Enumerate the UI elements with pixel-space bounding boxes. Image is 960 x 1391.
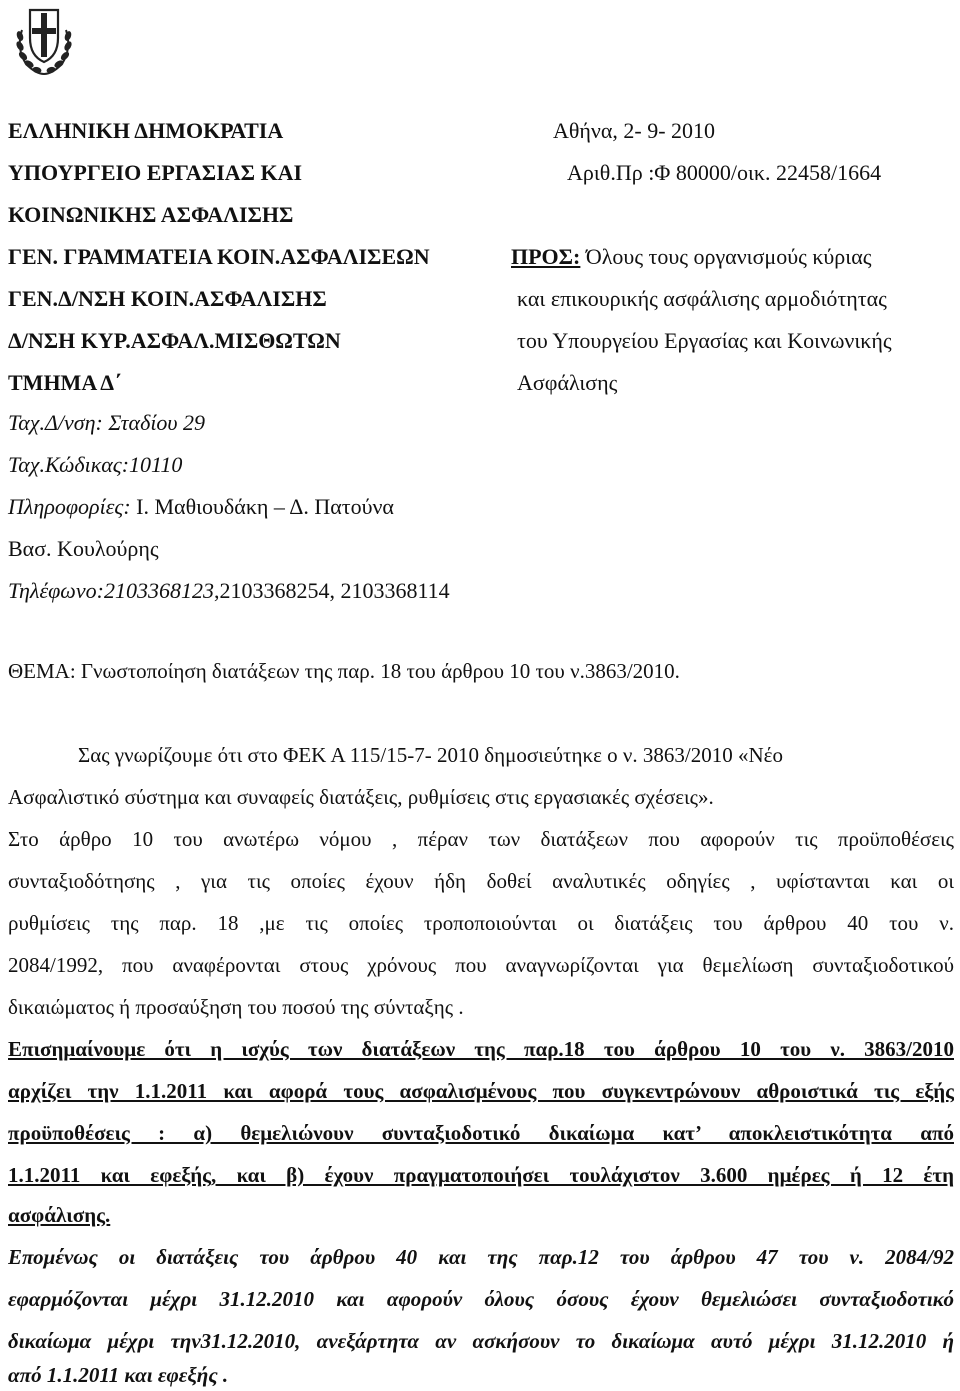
info-names: Ι. Μαθιουδάκη – Δ. Πατούνα (130, 494, 394, 519)
document-date: Αθήνα, 2- 9- 2010 (553, 118, 716, 143)
paragraph-3-line-1: Επισημαίνουμε ότι η ισχύς των διατάξεων της παρ.18 του άρθρου 10 του ν. 3863/2010 (8, 1037, 954, 1061)
address-postal-code: Ταχ.Κώδικας:10110 (8, 452, 183, 477)
protocol-number: Αριθ.Πρ :Φ 80000/οικ. 22458/1664 (567, 160, 882, 185)
paragraph-4-line-2: εφαρμόζονται μέχρι 31.12.2010 και αφορούν όλους όσους έχουν θεμελιώσει συνταξιοδοτικό (8, 1287, 954, 1311)
phone-label: Τηλέφωνο: (8, 578, 104, 603)
address-info-2: Βασ. Κουλούρης (8, 536, 159, 561)
paragraph-2-line-1: Στο άρθρο 10 του ανωτέρω νόμου , πέραν των διατάξεων που αφορούν τις προϋποθέσεις (8, 827, 954, 851)
paragraph-4-line-1: Επομένως οι διατάξεις του άρθρου 40 και της παρ.12 του άρθρου 47 του ν. 2084/92 (8, 1245, 954, 1269)
header-left-line-2: ΥΠΟΥΡΓΕΙΟ ΕΡΓΑΣΙΑΣ ΚΑΙ (8, 160, 303, 185)
phone-numbers-2: ,2103368254, 2103368114 (213, 578, 450, 603)
paragraph-2-line-5: δικαιώματος ή προσαύξηση του ποσού της σύνταξης . (8, 995, 464, 1019)
paragraph-2-line-2: συνταξιοδότησης , για τις οποίες έχουν ήδη δοθεί αναλυτικές οδηγίες , υφίστανται και οι (8, 869, 954, 893)
header-left-line-4: ΓΕΝ. ΓΡΑΜΜΑΤΕΙΑ ΚΟΙΝ.ΑΣΦΑΛΙΣΕΩΝ (8, 244, 430, 269)
address-phone (8, 578, 450, 604)
info-label: Πληροφορίες: (8, 494, 131, 519)
paragraph-1-line-1: Σας γνωρίζουμε ότι στο ΦΕΚ Α 115/15-7- 2010 δημοσιεύτηκε ο ν. 3863/2010 «Νέο (78, 743, 783, 767)
paragraph-2-line-4: 2084/1992, που αναφέρονται στους χρόνους που αναγνωρίζονται για θεμελίωση συνταξιοδοτικού (8, 953, 954, 977)
paragraph-3-line-3: προϋποθέσεις : α) θεμελιώνουν συνταξιοδοτικό δικαίωμα κατ’ αποκλειστικότητα από (8, 1121, 954, 1145)
paragraph-3-line-2: αρχίζει την 1.1.2011 και αφορά τους ασφαλισμένους που συγκεντρώνουν αθροιστικά τις εξής (8, 1079, 954, 1103)
header-left-line-3: ΚΟΙΝΩΝΙΚΗΣ ΑΣΦΑΛΙΣΗΣ (8, 202, 294, 227)
paragraph-4-line-4: από 1.1.2011 και εφεξής . (8, 1363, 229, 1387)
recipient-label: ΠΡΟΣ: (511, 244, 581, 269)
recipient-line-4: Ασφάλισης (517, 370, 618, 395)
paragraph-3-line-4: 1.1.2011 και εφεξής, και β) έχουν πραγματοποιήσει τουλάχιστον 3.600 ημέρες ή 12 έτη (8, 1163, 954, 1187)
recipient-text-1: Όλους τους οργανισμούς κύριας (580, 244, 872, 269)
greek-coat-of-arms-emblem (12, 2, 76, 76)
phone-number-1: 2103368123 (103, 578, 214, 603)
header-left-line-7: ΤΜΗΜΑ Δ΄ (8, 370, 122, 395)
paragraph-3-line-5: ασφάλισης. (8, 1203, 111, 1227)
recipient-line-2: και επικουρικής ασφάλισης αρμοδιότητας (517, 286, 887, 311)
paragraph-2-line-3: ρυθμίσεις της παρ. 18 ,με τις οποίες τροποποιούνται οι διατάξεις του άρθρου 40 του ν. (8, 911, 954, 935)
address-info (8, 494, 394, 520)
paragraph-4-line-3: δικαίωμα μέχρι την31.12.2010, ανεξάρτητα αν ασκήσουν το δικαίωμα αυτό μέχρι 31.12.2010 ή (8, 1329, 954, 1353)
recipient-line-1 (511, 244, 871, 270)
address-street: Ταχ.Δ/νση: Σταδίου 29 (8, 410, 206, 435)
paragraph-1-line-2: Ασφαλιστικό σύστημα και συναφείς διατάξεις, ρυθμίσεις στις εργασιακές σχέσεις». (8, 785, 714, 809)
recipient-line-3: του Υπουργείου Εργασίας και Κοινωνικής (517, 328, 892, 353)
subject-line: ΘΕΜΑ: Γνωστοποίηση διατάξεων της παρ. 18 του άρθρου 10 του ν.3863/2010. (8, 659, 680, 683)
header-left-line-6: Δ/ΝΣΗ ΚΥΡ.ΑΣΦΑΛ.ΜΙΣΘΩΤΩΝ (8, 328, 341, 353)
header-left-line-1: ΕΛΛΗΝΙΚΗ ΔΗΜΟΚΡΑΤΙΑ (8, 118, 284, 143)
header-left-line-5: ΓΕΝ.Δ/ΝΣΗ ΚΟΙΝ.ΑΣΦΑΛΙΣΗΣ (8, 286, 327, 311)
